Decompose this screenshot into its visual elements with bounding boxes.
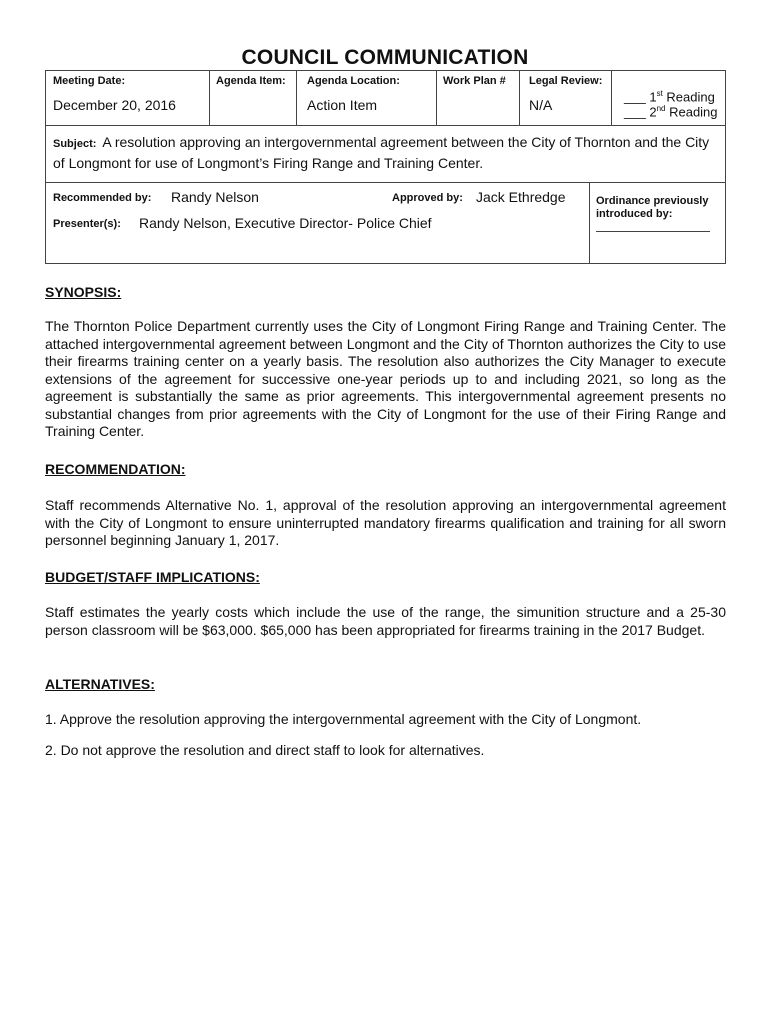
- first-reading-suffix: st: [656, 89, 663, 98]
- work-plan-label: Work Plan #: [443, 75, 506, 87]
- subject-block: [53, 133, 721, 173]
- first-reading: [624, 89, 715, 104]
- subject-text: A resolution approving an intergovernmental agreement between the City of Thornton and the City of Longmont for use of Longmont’s Firing Range and Training Center.: [53, 134, 710, 171]
- table-divider: [296, 71, 297, 125]
- table-divider: [611, 71, 612, 125]
- alternatives-heading: ALTERNATIVES:: [45, 676, 155, 692]
- recommendation-text: Staff recommends Alternative No. 1, approval of the resolution approving an intergovernmental agreement with the City of Longmont to ensure uninterrupted mandatory firearms qualification and training for all sworn personnel beginning January 1, 2017.: [45, 497, 726, 548]
- legal-review-value: N/A: [529, 97, 553, 113]
- agenda-location-label: Agenda Location:: [307, 75, 400, 87]
- recommended-by-label: Recommended by:: [53, 192, 152, 204]
- reading-blank: ___: [624, 104, 646, 120]
- agenda-item-label: Agenda Item:: [216, 75, 286, 87]
- approved-by-value: Jack Ethredge: [476, 189, 566, 205]
- recommendation-heading: RECOMMENDATION:: [45, 461, 186, 477]
- presenter-label: Presenter(s):: [53, 218, 121, 230]
- approved-by-label: Approved by:: [392, 192, 463, 204]
- meeting-date-value: December 20, 2016: [53, 97, 176, 113]
- agenda-location-value: Action Item: [307, 97, 378, 113]
- synopsis-text: The Thornton Police Department currently uses the City of Longmont Firing Range and Training Center. The attached intergovernmental agreement between Longmont and the City of Thornton authorizes the City to use their firearms training center on a yearly basis. The resolution also authorizes the City Manager to execute extensions of the agreement for successive one-year periods up to and including 2021, so long as the agreement is substantially the same as prior agreements. This intergovernmental agreement presents no substantial changes from prior agreements with the City of Longmont for the use of their Firing Range and Training Center.: [45, 318, 726, 439]
- second-reading-suffix: nd: [656, 104, 666, 113]
- table-divider: [589, 182, 590, 264]
- council-info-table: [45, 70, 726, 264]
- legal-review-label: Legal Review:: [529, 75, 603, 87]
- ordinance-label: Ordinance previously introduced by:: [596, 195, 709, 220]
- reading-word: Reading: [669, 104, 718, 120]
- budget-text: Staff estimates the yearly costs which include the use of the range, the simunition structure and a 25-30 person classroom will be $63,000. $65,000 has been appropriated for firearms training in the 2017 Budget.: [45, 604, 726, 638]
- subject-label: Subject:: [53, 138, 97, 150]
- second-reading: [624, 104, 718, 119]
- alternative-item: 2. Do not approve the resolution and direct staff to look for alternatives.: [45, 742, 485, 758]
- document-title: COUNCIL COMMUNICATION: [241, 46, 529, 69]
- first-reading-number: 1: [649, 89, 657, 105]
- table-divider: [209, 71, 210, 125]
- table-divider: [519, 71, 520, 125]
- table-divider: [436, 71, 437, 125]
- reading-word: Reading: [666, 89, 715, 105]
- budget-heading: BUDGET/STAFF IMPLICATIONS:: [45, 569, 260, 585]
- alternative-item: 1. Approve the resolution approving the intergovernmental agreement with the City of Longmont.: [45, 711, 642, 727]
- table-divider: [46, 182, 725, 183]
- recommended-by-value: Randy Nelson: [171, 189, 259, 205]
- meeting-date-label: Meeting Date:: [53, 75, 126, 87]
- second-reading-number: 2: [649, 104, 657, 120]
- reading-blank: ___: [624, 89, 646, 105]
- table-divider: [46, 125, 725, 126]
- presenter-value: Randy Nelson, Executive Director- Police Chief: [139, 215, 432, 231]
- synopsis-heading: SYNOPSIS:: [45, 284, 122, 300]
- ordinance-blank-line: [596, 231, 710, 232]
